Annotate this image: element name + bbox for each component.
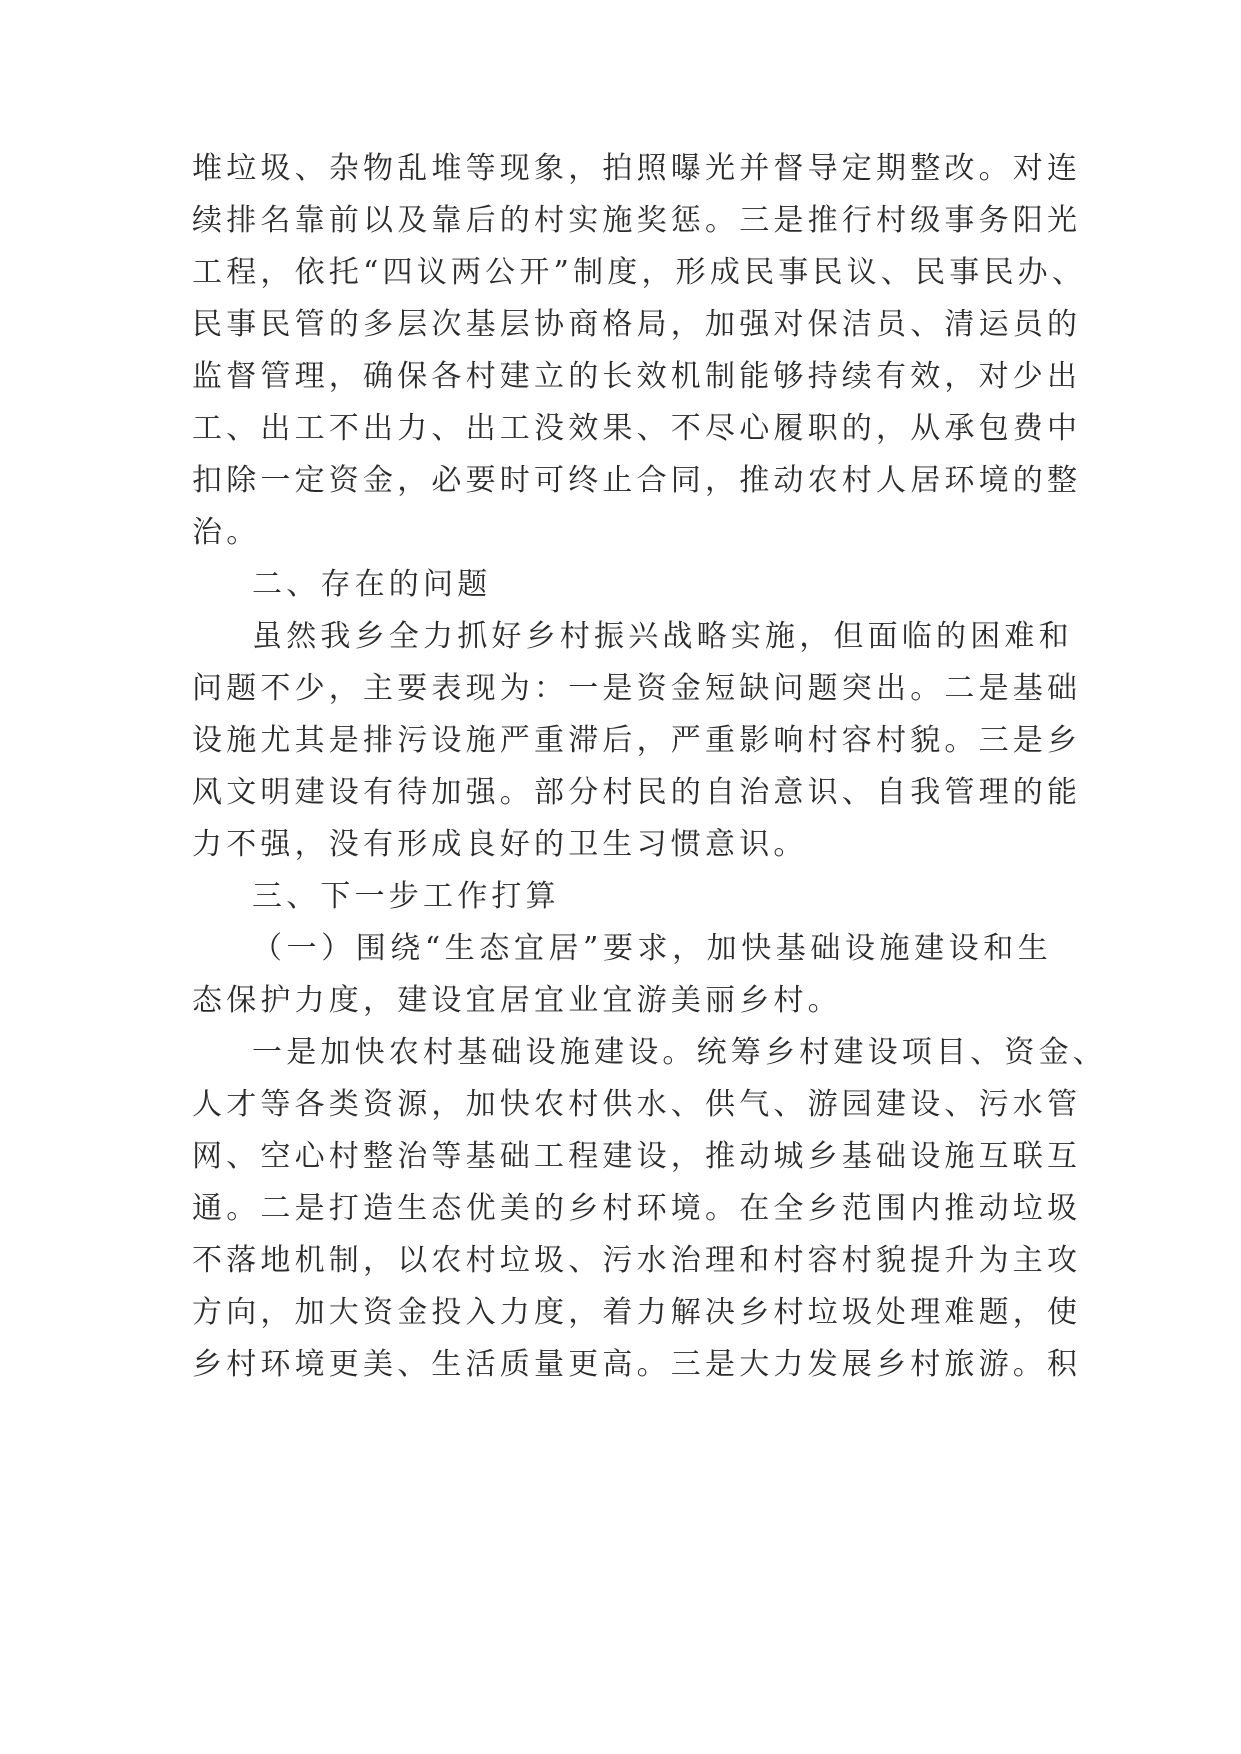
text-line: 监督管理，确保各村建立的长效机制能够持续有效，对少出 (192, 359, 1082, 394)
text-line: 不落地机制，以农村垃圾、污水治理和村容村貌提升为主攻 (192, 1243, 1082, 1278)
text-line: 力不强，没有形成良好的卫生习惯意识。 (192, 827, 808, 862)
text-line: 风文明建设有待加强。部分村民的自治意识、自我管理的能 (192, 775, 1082, 810)
text-line: 方向，加大资金投入力度，着力解决乡村垃圾处理难题，使 (192, 1295, 1082, 1330)
text-line: 人才等各类资源，加快农村供水、供气、游园建设、污水管 (192, 1087, 1082, 1122)
subsection-heading: （一）围绕“生态宜居”要求，加快基础设施建设和生 (252, 931, 1052, 966)
text-line: 工、出工不出力、出工没效果、不尽心履职的，从承包费中 (192, 411, 1082, 446)
text-line: 网、空心村整治等基础工程建设，推动城乡基础设施互联互 (192, 1139, 1082, 1174)
text-line: 设施尤其是排污设施严重滞后，严重影响村容村貌。三是乡 (192, 723, 1082, 758)
subsection-heading: 态保护力度，建设宜居宜业宜游美丽乡村。 (192, 983, 842, 1018)
text-line: 续排名靠前以及靠后的村实施奖惩。三是推行村级事务阳光 (192, 203, 1082, 238)
text-line: 民事民管的多层次基层协商格局，加强对保洁员、清运员的 (192, 307, 1082, 342)
text-line: 通。二是打造生态优美的乡村环境。在全乡范围内推动垃圾 (192, 1191, 1082, 1226)
text-line: 乡村环境更美、生活质量更高。三是大力发展乡村旅游。积 (192, 1347, 1082, 1382)
text-line: 堆垃圾、杂物乱堆等现象，拍照曝光并督导定期整改。对连 (192, 151, 1082, 186)
section-heading: 二、存在的问题 (252, 567, 492, 602)
text-line: 一是加快农村基础设施建设。统筹乡村建设项目、资金、 (252, 1035, 1107, 1070)
text-line: 治。 (192, 515, 261, 550)
text-line: 工程，依托“四议两公开”制度，形成民事民议、民事民办、 (192, 255, 1087, 290)
text-line: 问题不少，主要表现为：一是资金短缺问题突出。二是基础 (192, 671, 1082, 706)
section-heading: 三、下一步工作打算 (252, 879, 560, 914)
text-line: 扣除一定资金，必要时可终止合同，推动农村人居环境的整 (192, 463, 1082, 498)
text-line: 虽然我乡全力抓好乡村振兴战略实施，但面临的困难和 (252, 619, 1073, 654)
